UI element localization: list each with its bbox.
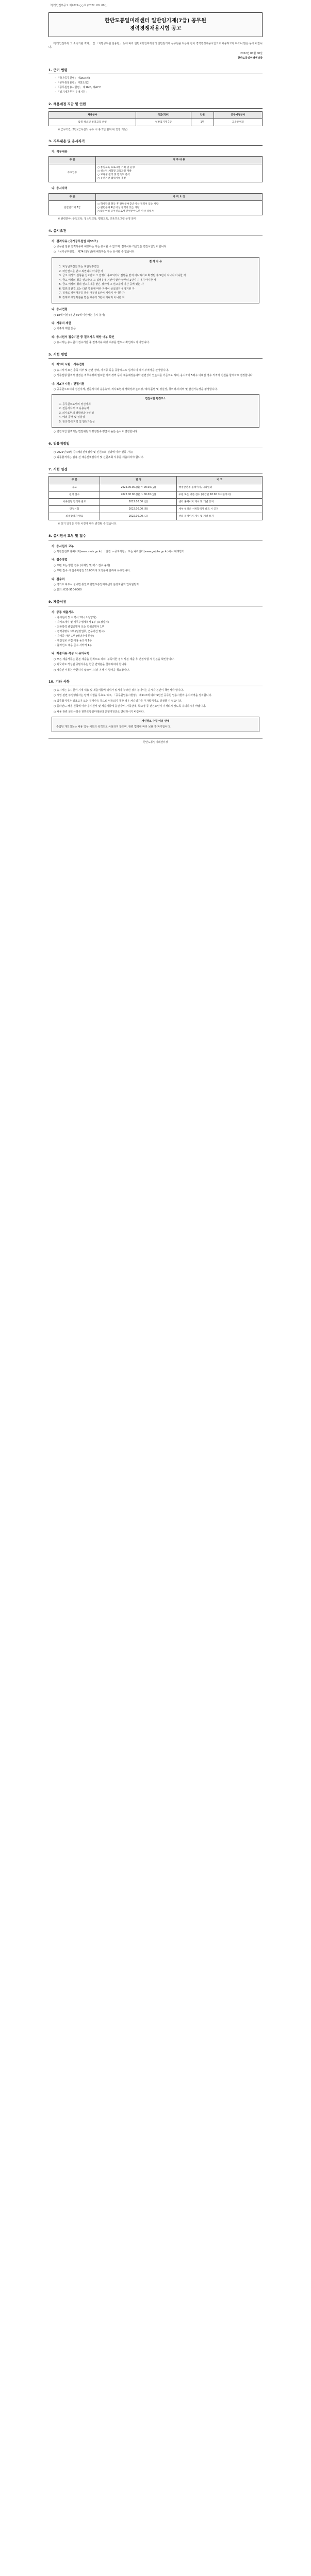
paragraph: ○ 최종합격자는 임용 전 채용신체검사서 및 신원조회 서류를 제출하여야 합니다. xyxy=(54,456,263,460)
list-item: ◦ 「공무원임용시험령」 제16조, 제47조 xyxy=(55,86,263,90)
qualification-table xyxy=(48,193,263,216)
section-application-title: 8. 응시원서 교부 및 접수 xyxy=(48,534,263,540)
table-row xyxy=(49,164,263,182)
list-item: ◦ 블라인드 채용 준수 서약서 1부 xyxy=(55,644,263,648)
schedule-table xyxy=(48,476,263,520)
table-row xyxy=(49,506,263,513)
table-header: 구 분 xyxy=(49,157,96,164)
qualification-note: ※ 관련분야: 통일교육, 청소년교육, 평화교육, 교육프로그램 운영 분야 xyxy=(58,217,137,221)
table-cell: 1명 xyxy=(191,118,214,126)
table-cell: 2022.00.00.(화) xyxy=(100,506,177,513)
legal-basis-list xyxy=(48,77,263,95)
paragraph: ○ 우편 접수 시 접수마감일 18:00까지 도착분에 한하여 유효합니다. xyxy=(54,569,263,573)
age-subtitle: 나. 응시연령 xyxy=(52,308,68,312)
positions-note: ※ 근무기간: 2년 (근무실적 우수 시 총 5년 범위 내 연장 가능) xyxy=(58,128,128,131)
list-item: 4. 예의·품행 및 성실성 xyxy=(62,416,255,420)
list-item: ◦ 최종학력 졸업증명서 또는 학위증명서 1부 xyxy=(55,625,263,630)
section-duties-title: 3. 직무내용 및 응시자격 xyxy=(48,139,263,146)
table-header: 자 격 요 건 xyxy=(96,193,263,200)
table-cell: 2022.00.00.(금) xyxy=(100,498,177,505)
table-header: 비 고 xyxy=(177,477,263,484)
box-text: 수집된 개인정보는 채용 업무 이외의 목적으로 사용되지 않으며, 관련 법령에 따라 보관 후 파기합니다. xyxy=(56,725,171,728)
announcement-org: 한반도통일미래센터장 xyxy=(237,57,263,60)
section-etc-title: 10. 기타 사항 xyxy=(48,680,263,686)
qualification-subtitle: 나. 응시자격 xyxy=(52,187,68,191)
paragraph: ○ 행정안전부 홈페이지(www.mois.go.kr) 「알림 > 공지사항」 또는 나라일터(www.gojobs.go.kr)에서 내려받기 xyxy=(54,550,263,554)
interview-criteria-box xyxy=(52,394,259,428)
section-positions-title: 2. 채용예정 직급 및 인원 xyxy=(48,102,263,109)
duties-subtitle: 가. 직무내용 xyxy=(52,150,68,154)
table-cell: 일반임기제 7급 xyxy=(49,200,96,215)
table-header: 구 분 xyxy=(49,193,96,200)
list-item: ◦ 「공무원임용령」 제3조의2 xyxy=(55,81,263,86)
paragraph: ○ 블라인드 채용 원칙에 따라 응시원서 및 제출서류에 출신지역, 가족관계, 학교명 등 편견요인이 기재되지 않도록 유의하시기 바랍니다. xyxy=(54,705,263,709)
section-documents-title: 9. 제출서류 xyxy=(48,600,263,606)
table-header: 근무예정부서 xyxy=(214,111,262,118)
common-documents-subtitle: 가. 공통 제출서류 xyxy=(52,611,74,614)
paragraph: ○ 공무원 임용 결격사유에 해당하는 자는 응시할 수 없으며, 결격사유 기준일은 면접시험일로 합니다. xyxy=(54,245,263,249)
section-schedule-title: 7. 시험 일정 xyxy=(48,467,263,474)
disqualification-subtitle: 가. 결격사유 (국가공무원법 제33조) xyxy=(52,240,98,243)
table-row xyxy=(49,200,263,215)
table-header: 일 정 xyxy=(100,477,177,484)
list-item: 1. 피성년후견인 또는 피한정후견인 xyxy=(62,265,255,269)
notice-number: 「행정안전부공고 제2022-○○호 (2022. 00. 00.)」 xyxy=(48,4,109,7)
table-cell: 센터 홈페이지 게시 및 개별 통지 xyxy=(177,498,263,505)
list-item: ◦ 개인정보 수집·이용 동의서 1부 xyxy=(55,639,263,643)
duties-table xyxy=(48,156,263,182)
submission-method-subtitle: 나. 접수방법 xyxy=(52,558,68,562)
table-cell: 교육운영과 xyxy=(214,118,262,126)
privacy-box xyxy=(52,717,259,732)
paragraph: ○ 제출된 서류는 반환하지 않으며, 허위 기재 시 합격을 취소합니다. xyxy=(54,669,263,673)
paragraph: ○ 외국어로 작성된 증빙서류는 한글 번역본을 첨부하여야 합니다. xyxy=(54,663,263,667)
table-cell: 우편 또는 방문 접수 (마감일 18:00 도착분까지) xyxy=(177,491,263,498)
check-subtitle: 라. 응시원서 접수기간 중 결격사유 해당 여부 확인 xyxy=(52,335,114,339)
table-cell: 센터 홈페이지 게시 및 개별 통지 xyxy=(177,513,263,520)
list-item: 2. 전문지식과 그 응용능력 xyxy=(62,407,255,411)
section-appointment-title: 6. 임용예정일 xyxy=(48,442,263,448)
paragraph: ○ 시험 관련 부정행위자는 당해 시험을 무효로 하고, 「공무원임용시험령」 제51조에 따라 5년간 공무원 임용시험의 응시자격을 정지합니다. xyxy=(54,694,263,698)
table-cell: 2022.00.00.(월) ~ 00.00.(금) xyxy=(100,491,177,498)
documents-list xyxy=(48,616,263,648)
paragraph: ○ 응시자격 요건 충족 여부 및 관련 경력, 자격증 등을 종합적으로 심사하여 적격·부적격을 판정합니다. xyxy=(54,369,263,373)
positions-table xyxy=(48,111,263,126)
footer-org: 한반도통일미래센터장 xyxy=(48,738,263,745)
table-cell: ○ 학사학위 취득 후 관련분야 2년 이상 경력이 있는 사람 ○ 관련분야 4년 이상 경력이 있는 사람 ○ 6급 이하 공무원으로서 관련분야 1년 이상 경력자 xyxy=(96,200,263,215)
table-cell: 남북 청소년 통일교육 운영 xyxy=(49,118,136,126)
intro-paragraph: 「행정안전부와 그 소속기관 직제」 및 「지방공무원 임용령」 등에 따라 한반도통일미래센터 일반임기제 공무원을 다음과 같이 경력경쟁채용시험으로 채용하고자 하오니 많은 응시 바랍니다. xyxy=(48,42,263,49)
table-cell: 공고 xyxy=(49,484,100,491)
list-item: 4. 금고 이상의 형을 선고받고 그 집행유예 기간이 끝난 날부터 2년이 지나지 아니한 자 xyxy=(62,279,255,283)
announcement-date: 2022년 00월 00일 xyxy=(240,52,263,55)
table-row xyxy=(49,498,263,505)
contact-phone: ○ 문의: 031-950-0000 xyxy=(54,588,263,592)
paragraph: ○ 「국가공무원법」 제74조(정년)에 해당하는 자는 응시할 수 없습니다. xyxy=(54,250,263,255)
paragraph: ○ 최종합격자가 임용포기 또는 결격사유 등으로 임용되지 못한 경우 차순위자를 추가합격자로 결정할 수 있습니다. xyxy=(54,700,263,704)
paragraph: ○ 면접시험 합격자는 면접위원의 평정점수 평균이 높은 순서로 결정합니다. xyxy=(54,430,263,434)
list-item: 7. 징계로 파면처분을 받은 때부터 5년이 지나지 아니한 자 xyxy=(62,292,255,296)
box-title: 개인정보 수집·이용 안내 xyxy=(141,720,170,723)
list-item: ◦ 자격증 사본 1부 (해당자에 한함) xyxy=(55,635,263,639)
list-item: 5. 금고 이상의 형의 선고유예를 받은 경우에 그 선고유예 기간 중에 있는 자 xyxy=(62,283,255,287)
table-cell: 최종합격자 발표 xyxy=(49,513,100,520)
list-item: 1. 공무원으로서의 정신자세 xyxy=(62,403,255,407)
title-box xyxy=(48,12,263,37)
section-requirements-title: 4. 응시요건 xyxy=(48,229,263,235)
table-header: 구 분 xyxy=(49,477,100,484)
list-item: 8. 징계로 해임처분을 받은 때부터 3년이 지나지 아니한 자 xyxy=(62,296,255,300)
table-cell: ○ 통일교육 프로그램 기획 및 운영 ○ 청소년 체험형 교육과정 개발 ○ 교육생 관리 및 만족도 분석 ○ 유관기관 협력사업 추진 xyxy=(96,164,263,182)
paragraph: ○ 우편 또는 방문 접수 (이메일 및 팩스 접수 불가) xyxy=(54,564,263,568)
list-item: ◦ 「임기제공무원 운영지침」 xyxy=(55,91,263,95)
table-header: 인원 xyxy=(191,111,214,118)
table-cell: 면접시험 xyxy=(49,506,100,513)
list-item: ◦ 자기소개서 및 직무수행계획서 1부 (소정양식) xyxy=(55,621,263,625)
table-cell: 주요업무 xyxy=(49,164,96,182)
residence-subtitle: 다. 거주지 제한 xyxy=(52,322,71,326)
table-cell: 세부 일정은 서류합격자 발표 시 공지 xyxy=(177,506,263,513)
section-exam-method-title: 5. 시험 방법 xyxy=(48,352,263,359)
table-cell: 원서 접수 xyxy=(49,491,100,498)
paragraph: ○ 서류전형 합격자 결정은 직무수행에 필요한 자격·경력 등이 채용예정분야와 관련성이 있는지를 기준으로 하며, 응시자가 5배수 이내일 경우 적격자 전원을 합격자로 결정합니다. xyxy=(54,374,263,378)
interview-criteria-list xyxy=(56,403,255,425)
list-item: 3. 금고 이상의 실형을 선고받고 그 집행이 종료되거나 집행을 받지 아니하기로 확정된 후 5년이 지나지 아니한 자 xyxy=(62,274,255,278)
paragraph: ○ 채용 관련 문의사항은 한반도통일미래센터 운영지원과로 연락하시기 바랍니다. xyxy=(54,710,263,715)
section-legal-basis-title: 1. 근거 법령 xyxy=(48,68,263,75)
paragraph: ○ 경기도 파주시 군내면 통일로 한반도통일미래센터 운영지원과 인사담당자 xyxy=(54,583,263,587)
interview-subtitle: 나. 제2차 시험 : 면접시험 xyxy=(52,382,85,386)
disqualification-list xyxy=(56,265,255,300)
table-cell: 일반임기제 7급 xyxy=(136,118,191,126)
table-cell: 행정안전부 홈페이지, 나라일터 xyxy=(177,484,263,491)
paragraph: ○ 모든 제출서류는 원본 제출을 원칙으로 하되, 부득이한 경우 사본 제출 후 면접시험 시 원본을 확인합니다. xyxy=(54,658,263,662)
list-item: ◦ 응시원서 및 이력서 1부 (소정양식) xyxy=(55,616,263,620)
table-row xyxy=(49,484,263,491)
paragraph: ○ 2022년 00월 중 (채용신체검사 및 신원조회 결과에 따라 변동 가능) xyxy=(54,451,263,455)
form-distribution-subtitle: 가. 응시원서 교부 xyxy=(52,545,74,548)
table-header: 직급(직위) xyxy=(136,111,191,118)
page-title-line1: 한반도통일미래센터 일반임기제(7급) 공무원 xyxy=(105,18,206,24)
paragraph: ○ 공무원으로서의 정신자세, 전문지식과 응용능력, 의사표현의 정확성과 논리성, 예의·품행 및 성실성, 창의력·의지력 및 발전가능성을 평정합니다. xyxy=(54,388,263,392)
schedule-note: ※ 상기 일정은 기관 사정에 따라 변경될 수 있습니다. xyxy=(58,522,118,526)
list-item: ◦ 경력증명서 1부 (담당업무, 근무기간 명시) xyxy=(55,630,263,634)
submission-place-subtitle: 다. 접수처 xyxy=(52,578,65,581)
table-header: 채용분야 xyxy=(49,111,136,118)
paragraph: ○ 응시자는 응시원서 접수기간 중 결격사유 해당 여부를 반드시 확인하시기 바랍니다. xyxy=(54,341,263,345)
table-cell: 서류전형 합격자 발표 xyxy=(49,498,100,505)
page-title-line2: 경력경쟁채용시험 공고 xyxy=(129,25,182,31)
table-row xyxy=(49,513,263,520)
list-item: 6. 법원의 판결 또는 다른 법률에 따라 자격이 상실되거나 정지된 자 xyxy=(62,287,255,292)
box-title: 결 격 사 유 xyxy=(149,260,162,263)
paragraph: ○ 거주지 제한 없음 xyxy=(54,327,263,331)
table-row xyxy=(49,118,263,126)
document-screening-subtitle: 가. 제1차 시험 : 서류전형 xyxy=(52,363,85,367)
table-cell: 2022.00.00.(월) ~ 00.00.(금) xyxy=(100,484,177,491)
table-row xyxy=(49,491,263,498)
list-item: 3. 의사표현의 정확성과 논리성 xyxy=(62,412,255,416)
disqualification-box xyxy=(52,257,259,304)
paragraph: ○ 응시자는 응시원서 기재 내용 및 제출서류에 허위가 있거나 누락된 경우 불이익은 응시자 본인이 책임져야 합니다. xyxy=(54,689,263,693)
table-header: 직 무 내 용 xyxy=(96,157,263,164)
box-title: 면접시험 평정요소 xyxy=(145,397,166,401)
list-item: 2. 파산선고를 받고 복권되지 아니한 자 xyxy=(62,270,255,274)
table-cell: 2022.00.00.(금) xyxy=(100,513,177,520)
paragraph: ○ 18세 이상 (정년 60세 이상자는 응시 불가) xyxy=(54,314,263,318)
list-item: ◦ 「국가공무원법」 제26조의5 xyxy=(55,77,263,81)
documents-caution-subtitle: 나. 제출서류 작성 시 유의사항 xyxy=(52,652,90,656)
list-item: 5. 창의력·의지력 및 발전가능성 xyxy=(62,420,255,425)
